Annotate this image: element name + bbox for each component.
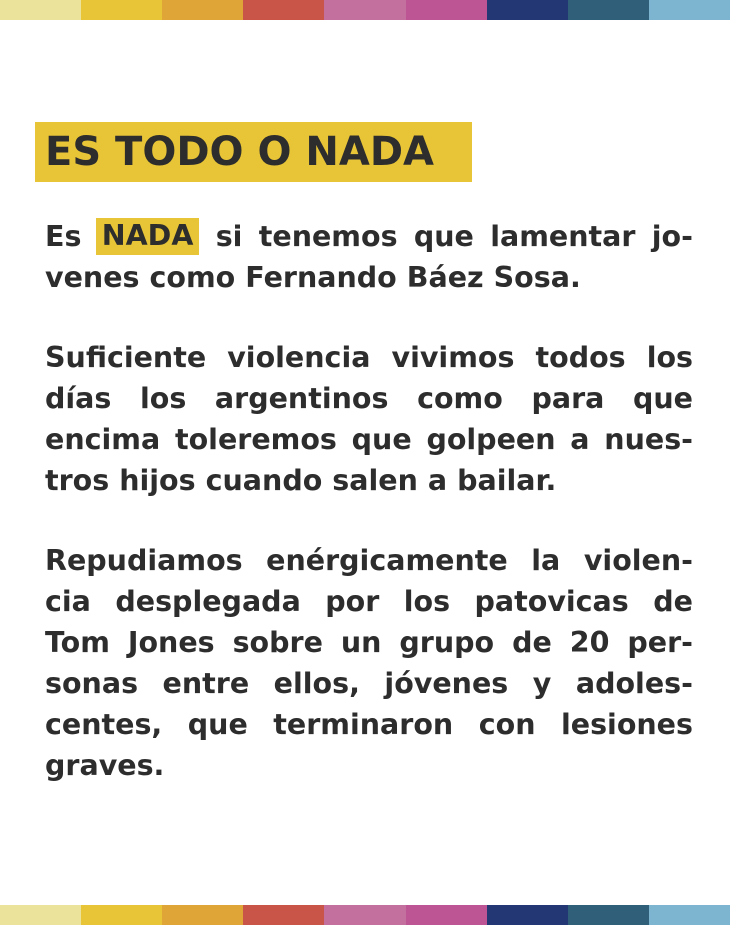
- stripe-segment: [243, 905, 324, 925]
- word: tros: [45, 464, 110, 497]
- word: lamentar: [490, 220, 636, 253]
- word: días: [45, 382, 112, 415]
- word: que: [632, 382, 693, 415]
- stripe-segment: [649, 0, 730, 20]
- word: como: [149, 261, 236, 294]
- word: de: [512, 626, 552, 659]
- page-title: ES TODO O NADA: [45, 129, 435, 175]
- stripe-segment: [81, 0, 162, 20]
- word: todos: [535, 341, 626, 374]
- word: jo-: [651, 220, 693, 253]
- stripe-segment: [568, 0, 649, 20]
- word: sonas: [45, 667, 139, 700]
- word: desplegada: [115, 585, 301, 618]
- stripe-segment: [568, 905, 649, 925]
- word: jóvenes: [384, 667, 509, 700]
- paragraph-2: [45, 337, 693, 501]
- word: lesiones: [560, 708, 693, 741]
- word: vivimos: [391, 341, 515, 374]
- stripe-segment: [487, 0, 568, 20]
- paragraph-3: [45, 540, 693, 786]
- stripe-segment: [0, 905, 81, 925]
- word: para: [531, 382, 605, 415]
- word: violen-: [583, 544, 693, 577]
- stripe-segment: [406, 905, 487, 925]
- text-line: [45, 622, 693, 663]
- word: Tom: [45, 626, 110, 659]
- word: de: [653, 585, 693, 618]
- text-line: [45, 460, 693, 501]
- word: violencia: [227, 341, 371, 374]
- stripe-segment: [324, 0, 405, 20]
- text-line: [45, 419, 693, 460]
- highlighted-word: NADA: [96, 218, 200, 255]
- word: argentinos: [214, 382, 389, 415]
- stripe-segment: [162, 905, 243, 925]
- stripe-segment: [81, 905, 162, 925]
- bottom-color-stripe: [0, 905, 730, 925]
- word: por: [325, 585, 380, 618]
- text-line: [45, 663, 693, 704]
- word: con: [478, 708, 536, 741]
- word: patovicas: [474, 585, 629, 618]
- word: Repudiamos: [45, 544, 243, 577]
- stripe-segment: [243, 0, 324, 20]
- word: Fernando: [245, 261, 397, 294]
- word: centes,: [45, 708, 163, 741]
- word: adoles-: [575, 667, 693, 700]
- word: venes: [45, 261, 140, 294]
- word: salen: [332, 464, 418, 497]
- word: como: [417, 382, 503, 415]
- text-line: [45, 257, 693, 298]
- text-line: [45, 745, 693, 786]
- word: que: [413, 220, 474, 253]
- word: grupo: [399, 626, 495, 659]
- word: los: [139, 382, 187, 415]
- word: a: [427, 464, 448, 497]
- word: los: [403, 585, 451, 618]
- stripe-segment: [649, 905, 730, 925]
- word: si: [215, 220, 243, 253]
- word: ellos,: [273, 667, 360, 700]
- word: enérgicamente: [266, 544, 508, 577]
- word: 20: [569, 626, 610, 659]
- text-line: [45, 704, 693, 745]
- word: la: [531, 544, 561, 577]
- word: y: [532, 667, 552, 700]
- word: graves.: [45, 749, 165, 782]
- word: cuando: [205, 464, 323, 497]
- word: terminaron: [273, 708, 454, 741]
- word: Es: [45, 220, 82, 253]
- word: que: [351, 423, 412, 456]
- word: per-: [627, 626, 693, 659]
- word: entre: [162, 667, 250, 700]
- text-line: [45, 216, 693, 257]
- word: Suficiente: [45, 341, 207, 374]
- word: encima: [45, 423, 161, 456]
- stripe-segment: [324, 905, 405, 925]
- stripe-segment: [162, 0, 243, 20]
- text-line: [45, 581, 693, 622]
- word: Báez: [406, 261, 484, 294]
- text-line: [45, 540, 693, 581]
- word: toleremos: [174, 423, 337, 456]
- word: los: [646, 341, 693, 374]
- text-line: [45, 337, 693, 378]
- top-color-stripe: [0, 0, 730, 20]
- word: bailar.: [457, 464, 557, 497]
- word: Jones: [127, 626, 215, 659]
- text-line: [45, 378, 693, 419]
- word: nues-: [604, 423, 693, 456]
- word: cia: [45, 585, 91, 618]
- word: Sosa.: [493, 261, 581, 294]
- stripe-segment: [0, 0, 81, 20]
- word: sobre: [232, 626, 323, 659]
- stripe-segment: [487, 905, 568, 925]
- word: que: [187, 708, 248, 741]
- word: un: [340, 626, 382, 659]
- word: hijos: [119, 464, 196, 497]
- word: tenemos: [258, 220, 398, 253]
- word: a: [570, 423, 590, 456]
- word: golpeen: [426, 423, 556, 456]
- title-banner: [35, 122, 472, 182]
- stripe-segment: [406, 0, 487, 20]
- paragraph-1: [45, 216, 693, 298]
